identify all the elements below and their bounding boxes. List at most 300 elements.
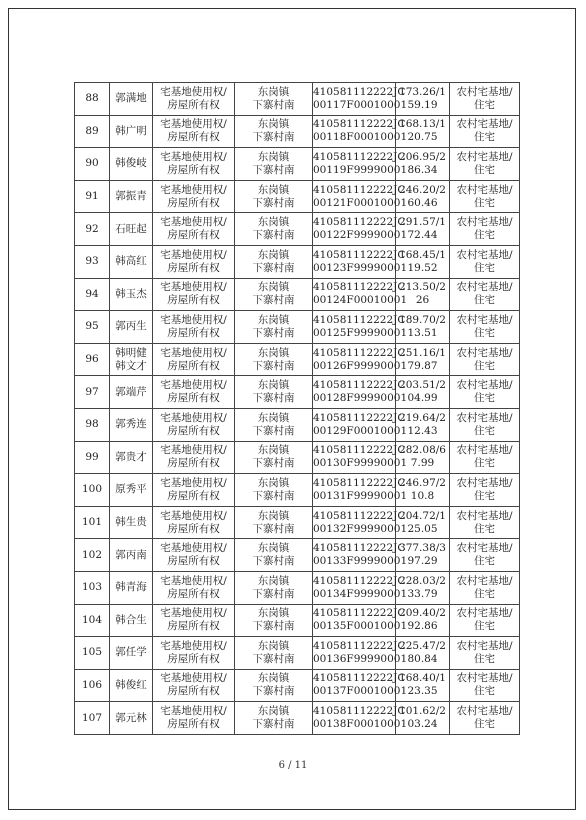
location-cell bbox=[235, 148, 313, 181]
owner-name-cell bbox=[110, 506, 153, 539]
area-line: 72.44 bbox=[407, 229, 438, 242]
page-number: 6 / 11 bbox=[278, 760, 308, 771]
table-row bbox=[75, 506, 520, 539]
parcel-code-cell bbox=[313, 245, 408, 278]
location-cell bbox=[235, 83, 313, 116]
parcel-code-line: 00132F99990001 bbox=[313, 522, 408, 535]
right-type-line: 房屋所有权 bbox=[167, 326, 220, 339]
location-line: 下寨村南 bbox=[252, 718, 295, 731]
parcel-code-cell bbox=[313, 604, 408, 637]
parcel-code-line: 00129F00010001 bbox=[313, 424, 408, 437]
area-line: 213.50/2 bbox=[399, 281, 446, 294]
location-cell bbox=[235, 474, 313, 507]
parcel-code-line: 00134F99990001 bbox=[313, 587, 408, 600]
area-line: 04.99 bbox=[407, 392, 438, 405]
parcel-code-cell bbox=[313, 278, 408, 311]
right-type-cell bbox=[153, 343, 235, 376]
right-type-line: 宅基地使用权/ bbox=[160, 248, 227, 261]
area-line: 189.70/2 bbox=[399, 313, 446, 326]
right-type-line: 房屋所有权 bbox=[167, 294, 220, 307]
owner-name-cell bbox=[110, 245, 153, 278]
parcel-code-line: 410581112222JC bbox=[313, 85, 406, 98]
owner-name-line: 郭秀连 bbox=[115, 418, 147, 431]
usage-cell bbox=[450, 506, 520, 539]
parcel-code-line: 00123F99990001 bbox=[313, 261, 408, 274]
parcel-code-cell bbox=[313, 180, 408, 213]
parcel-code-line: 00119F99990001 bbox=[313, 163, 408, 176]
owner-name-cell bbox=[110, 148, 153, 181]
parcel-code-line: 410581112222JC bbox=[313, 411, 406, 424]
owner-name-cell bbox=[110, 441, 153, 474]
location-cell bbox=[235, 637, 313, 670]
location-cell bbox=[235, 408, 313, 441]
owner-name-line: 韩玉杰 bbox=[115, 287, 147, 300]
right-type-cell bbox=[153, 702, 235, 735]
usage-line: 住宅 bbox=[474, 196, 495, 209]
table-row bbox=[75, 180, 520, 213]
usage-line: 农村宅基地/ bbox=[456, 118, 513, 131]
table-row bbox=[75, 604, 520, 637]
parcel-code-line: 410581112222JC bbox=[313, 672, 406, 685]
location-cell bbox=[235, 180, 313, 213]
usage-line: 住宅 bbox=[474, 98, 495, 111]
parcel-code-line: 00126F99990001 bbox=[313, 359, 408, 372]
parcel-code-line: 00133F99990001 bbox=[313, 555, 408, 568]
parcel-code-line: 00138F00010001 bbox=[313, 718, 408, 731]
usage-cell bbox=[450, 669, 520, 702]
owner-name-cell bbox=[110, 213, 153, 246]
usage-line: 住宅 bbox=[474, 359, 495, 372]
area-line: 60.46 bbox=[407, 196, 438, 209]
location-line: 东岗镇 bbox=[257, 411, 290, 424]
right-type-line: 宅基地使用权/ bbox=[160, 574, 227, 587]
usage-cell bbox=[450, 83, 520, 116]
usage-line: 住宅 bbox=[474, 555, 495, 568]
owner-name-cell bbox=[110, 637, 153, 670]
right-type-line: 宅基地使用权/ bbox=[160, 444, 227, 457]
owner-name-line: 韩青海 bbox=[115, 581, 147, 594]
right-type-line: 房屋所有权 bbox=[167, 163, 220, 176]
usage-line: 住宅 bbox=[474, 131, 495, 144]
parcel-code-cell bbox=[313, 474, 408, 507]
area-line: 173.26/1 bbox=[399, 85, 446, 98]
usage-cell bbox=[450, 343, 520, 376]
parcel-code-line: 410581112222JC bbox=[313, 183, 406, 196]
right-type-cell bbox=[153, 604, 235, 637]
right-type-line: 宅基地使用权/ bbox=[160, 476, 227, 489]
location-line: 下寨村南 bbox=[252, 652, 295, 665]
location-line: 下寨村南 bbox=[252, 392, 295, 405]
area-line: 20.75 bbox=[407, 131, 438, 144]
right-type-cell bbox=[153, 506, 235, 539]
usage-line: 住宅 bbox=[474, 652, 495, 665]
row-number-cell: 103 bbox=[75, 571, 110, 604]
area-line: 26 bbox=[415, 294, 430, 307]
usage-line: 住宅 bbox=[474, 163, 495, 176]
area-line: 19.52 bbox=[407, 261, 438, 274]
owner-name-cell bbox=[110, 343, 153, 376]
owner-name-cell bbox=[110, 539, 153, 572]
location-line: 下寨村南 bbox=[252, 522, 295, 535]
owner-name-line: 韩明健 bbox=[115, 346, 147, 359]
parcel-code-line: 00131F99990001 bbox=[313, 489, 408, 502]
location-line: 东岗镇 bbox=[257, 574, 290, 587]
right-type-line: 房屋所有权 bbox=[167, 652, 220, 665]
table-row bbox=[75, 115, 520, 148]
parcel-code-line: 00130F99990001 bbox=[313, 457, 408, 470]
right-type-cell bbox=[153, 637, 235, 670]
owner-name-line: 郭元林 bbox=[115, 711, 147, 724]
owner-name-cell bbox=[110, 702, 153, 735]
area-line: 33.79 bbox=[407, 587, 438, 600]
right-type-line: 房屋所有权 bbox=[167, 555, 220, 568]
location-line: 东岗镇 bbox=[257, 118, 290, 131]
usage-line: 农村宅基地/ bbox=[456, 411, 513, 424]
row-number-cell: 89 bbox=[75, 115, 110, 148]
location-line: 东岗镇 bbox=[257, 672, 290, 685]
owner-name-cell bbox=[110, 604, 153, 637]
area-line: 101.62/2 bbox=[399, 705, 446, 718]
parcel-code-line: 410581112222JC bbox=[313, 574, 406, 587]
row-number-cell: 90 bbox=[75, 148, 110, 181]
location-line: 东岗镇 bbox=[257, 542, 290, 555]
usage-line: 农村宅基地/ bbox=[456, 346, 513, 359]
row-number-cell: 107 bbox=[75, 702, 110, 735]
location-line: 下寨村南 bbox=[252, 294, 295, 307]
right-type-line: 宅基地使用权/ bbox=[160, 509, 227, 522]
parcel-code-line: 410581112222JC bbox=[313, 118, 406, 131]
right-type-line: 宅基地使用权/ bbox=[160, 346, 227, 359]
location-cell bbox=[235, 311, 313, 344]
parcel-code-line: 00125F99990001 bbox=[313, 326, 408, 339]
right-type-line: 宅基地使用权/ bbox=[160, 607, 227, 620]
row-number-cell: 102 bbox=[75, 539, 110, 572]
area-line: 246.97/2 bbox=[399, 476, 446, 489]
owner-name-cell bbox=[110, 311, 153, 344]
usage-cell bbox=[450, 311, 520, 344]
owner-name-cell bbox=[110, 115, 153, 148]
row-number-cell: 93 bbox=[75, 245, 110, 278]
row-number-cell: 92 bbox=[75, 213, 110, 246]
usage-line: 农村宅基地/ bbox=[456, 705, 513, 718]
table-row bbox=[75, 669, 520, 702]
table-row bbox=[75, 148, 520, 181]
area-line: 228.03/2 bbox=[399, 574, 446, 587]
row-number-cell: 94 bbox=[75, 278, 110, 311]
parcel-code-line: 410581112222JC bbox=[313, 444, 406, 457]
right-type-line: 宅基地使用权/ bbox=[160, 639, 227, 652]
right-type-line: 房屋所有权 bbox=[167, 522, 220, 535]
right-type-line: 宅基地使用权/ bbox=[160, 313, 227, 326]
owner-name-line: 郭丙生 bbox=[115, 320, 147, 333]
usage-line: 住宅 bbox=[474, 261, 495, 274]
location-cell bbox=[235, 604, 313, 637]
location-line: 东岗镇 bbox=[257, 183, 290, 196]
location-line: 下寨村南 bbox=[252, 555, 295, 568]
parcel-code-line: 410581112222JC bbox=[313, 639, 406, 652]
location-line: 下寨村南 bbox=[252, 685, 295, 698]
parcel-code-line: 00128F99990001 bbox=[313, 392, 408, 405]
area-line: 168.40/1 bbox=[399, 672, 446, 685]
row-number-cell: 105 bbox=[75, 637, 110, 670]
location-line: 下寨村南 bbox=[252, 196, 295, 209]
table-row bbox=[75, 637, 520, 670]
right-type-line: 宅基地使用权/ bbox=[160, 281, 227, 294]
parcel-code-line: 00137F00010001 bbox=[313, 685, 408, 698]
owner-name-line: 韩俊岐 bbox=[115, 157, 147, 170]
parcel-code-line: 00118F00010001 bbox=[313, 131, 408, 144]
area-line: 209.40/2 bbox=[399, 607, 446, 620]
owner-name-line: 韩广明 bbox=[115, 124, 147, 137]
usage-line: 农村宅基地/ bbox=[456, 542, 513, 555]
right-type-cell bbox=[153, 278, 235, 311]
parcel-code-cell bbox=[313, 506, 408, 539]
usage-line: 住宅 bbox=[474, 229, 495, 242]
area-line: 377.38/3 bbox=[399, 542, 446, 555]
usage-cell bbox=[450, 604, 520, 637]
usage-cell bbox=[450, 539, 520, 572]
row-number-cell: 97 bbox=[75, 376, 110, 409]
parcel-code-line: 410581112222JC bbox=[313, 607, 406, 620]
usage-line: 住宅 bbox=[474, 620, 495, 633]
right-type-line: 宅基地使用权/ bbox=[160, 672, 227, 685]
usage-line: 农村宅基地/ bbox=[456, 672, 513, 685]
right-type-line: 房屋所有权 bbox=[167, 457, 220, 470]
parcel-code-cell bbox=[313, 669, 408, 702]
area-line: 204.72/1 bbox=[399, 509, 446, 522]
area-line: 92.86 bbox=[407, 620, 438, 633]
parcel-code-cell bbox=[313, 343, 408, 376]
usage-line: 农村宅基地/ bbox=[456, 607, 513, 620]
area-line: 282.08/6 bbox=[399, 444, 446, 457]
location-cell bbox=[235, 539, 313, 572]
area-line: 168.13/1 bbox=[399, 118, 446, 131]
right-type-line: 房屋所有权 bbox=[167, 718, 220, 731]
parcel-code-line: 410581112222JC bbox=[313, 216, 406, 229]
table-row bbox=[75, 245, 520, 278]
usage-line: 农村宅基地/ bbox=[456, 509, 513, 522]
usage-cell bbox=[450, 213, 520, 246]
owner-name-line: 郭任学 bbox=[115, 646, 147, 659]
row-number-cell: 88 bbox=[75, 83, 110, 116]
right-type-cell bbox=[153, 408, 235, 441]
parcel-code-cell bbox=[313, 311, 408, 344]
location-line: 东岗镇 bbox=[257, 509, 290, 522]
location-line: 下寨村南 bbox=[252, 587, 295, 600]
location-line: 下寨村南 bbox=[252, 261, 295, 274]
parcel-code-line: 410581112222JC bbox=[313, 509, 406, 522]
parcel-code-cell bbox=[313, 213, 408, 246]
right-type-line: 房屋所有权 bbox=[167, 131, 220, 144]
usage-line: 住宅 bbox=[474, 685, 495, 698]
location-line: 东岗镇 bbox=[257, 476, 290, 489]
location-cell bbox=[235, 441, 313, 474]
table-row bbox=[75, 311, 520, 344]
owner-name-line: 原秀平 bbox=[115, 483, 147, 496]
parcel-code-cell bbox=[313, 83, 408, 116]
location-line: 下寨村南 bbox=[252, 131, 295, 144]
location-cell bbox=[235, 343, 313, 376]
owner-name-line: 郭丙南 bbox=[115, 548, 147, 561]
usage-cell bbox=[450, 474, 520, 507]
usage-line: 农村宅基地/ bbox=[456, 85, 513, 98]
row-number-cell: 95 bbox=[75, 311, 110, 344]
right-type-line: 房屋所有权 bbox=[167, 196, 220, 209]
table-row bbox=[75, 376, 520, 409]
right-type-line: 房屋所有权 bbox=[167, 424, 220, 437]
location-line: 东岗镇 bbox=[257, 379, 290, 392]
row-number-cell: 96 bbox=[75, 343, 110, 376]
right-type-line: 宅基地使用权/ bbox=[160, 379, 227, 392]
usage-cell bbox=[450, 637, 520, 670]
table-row bbox=[75, 571, 520, 604]
right-type-line: 房屋所有权 bbox=[167, 98, 220, 111]
parcel-code-line: 00117F00010001 bbox=[313, 98, 408, 111]
location-line: 下寨村南 bbox=[252, 163, 295, 176]
usage-line: 农村宅基地/ bbox=[456, 379, 513, 392]
parcel-code-line: 00122F99990001 bbox=[313, 229, 408, 242]
area-line: 246.20/2 bbox=[399, 183, 446, 196]
usage-line: 农村宅基地/ bbox=[456, 216, 513, 229]
owner-name-cell bbox=[110, 408, 153, 441]
right-type-line: 宅基地使用权/ bbox=[160, 705, 227, 718]
usage-cell bbox=[450, 702, 520, 735]
area-line: 80.84 bbox=[407, 652, 438, 665]
usage-cell bbox=[450, 115, 520, 148]
area-line: 79.87 bbox=[407, 359, 438, 372]
right-type-line: 宅基地使用权/ bbox=[160, 411, 227, 424]
parcel-code-line: 410581112222JC bbox=[313, 379, 406, 392]
table-row bbox=[75, 441, 520, 474]
location-line: 东岗镇 bbox=[257, 313, 290, 326]
location-line: 东岗镇 bbox=[257, 150, 290, 163]
right-type-cell bbox=[153, 311, 235, 344]
usage-line: 农村宅基地/ bbox=[456, 183, 513, 196]
location-cell bbox=[235, 669, 313, 702]
location-cell bbox=[235, 506, 313, 539]
right-type-cell bbox=[153, 115, 235, 148]
owner-name-line: 韩合生 bbox=[115, 613, 147, 626]
right-type-cell bbox=[153, 245, 235, 278]
usage-line: 住宅 bbox=[474, 326, 495, 339]
row-number-cell: 104 bbox=[75, 604, 110, 637]
location-line: 东岗镇 bbox=[257, 85, 290, 98]
right-type-line: 房屋所有权 bbox=[167, 261, 220, 274]
location-cell bbox=[235, 376, 313, 409]
right-type-cell bbox=[153, 441, 235, 474]
location-line: 东岗镇 bbox=[257, 281, 290, 294]
location-line: 东岗镇 bbox=[257, 705, 290, 718]
location-line: 下寨村南 bbox=[252, 326, 295, 339]
right-type-line: 宅基地使用权/ bbox=[160, 85, 227, 98]
parcel-code-cell bbox=[313, 408, 408, 441]
records-table-body bbox=[75, 83, 520, 735]
location-cell bbox=[235, 571, 313, 604]
owner-name-cell bbox=[110, 571, 153, 604]
parcel-code-line: 410581112222JC bbox=[313, 281, 406, 294]
owner-name-cell bbox=[110, 669, 153, 702]
location-line: 下寨村南 bbox=[252, 620, 295, 633]
right-type-line: 宅基地使用权/ bbox=[160, 183, 227, 196]
usage-line: 农村宅基地/ bbox=[456, 150, 513, 163]
usage-cell bbox=[450, 376, 520, 409]
usage-line: 住宅 bbox=[474, 457, 495, 470]
location-cell bbox=[235, 213, 313, 246]
owner-name-line: 韩文才 bbox=[115, 359, 147, 372]
owner-name-line: 郭振青 bbox=[115, 190, 147, 203]
usage-cell bbox=[450, 245, 520, 278]
area-line: 25.05 bbox=[407, 522, 438, 535]
right-type-line: 宅基地使用权/ bbox=[160, 216, 227, 229]
area-line: 206.95/2 bbox=[399, 150, 446, 163]
usage-cell bbox=[450, 408, 520, 441]
right-type-line: 房屋所有权 bbox=[167, 392, 220, 405]
location-line: 下寨村南 bbox=[252, 98, 295, 111]
parcel-code-cell bbox=[313, 702, 408, 735]
location-line: 东岗镇 bbox=[257, 248, 290, 261]
location-cell bbox=[235, 115, 313, 148]
parcel-code-line: 410581112222JC bbox=[313, 346, 406, 359]
usage-line: 农村宅基地/ bbox=[456, 313, 513, 326]
parcel-code-cell bbox=[313, 637, 408, 670]
parcel-code-line: 410581112222JC bbox=[313, 476, 406, 489]
right-type-cell bbox=[153, 669, 235, 702]
owner-name-cell bbox=[110, 180, 153, 213]
parcel-code-cell bbox=[313, 441, 408, 474]
parcel-code-cell bbox=[313, 376, 408, 409]
area-line: 219.64/2 bbox=[399, 411, 446, 424]
parcel-code-line: 410581112222JC bbox=[313, 248, 406, 261]
location-line: 下寨村南 bbox=[252, 457, 295, 470]
table-row bbox=[75, 213, 520, 246]
usage-line: 住宅 bbox=[474, 392, 495, 405]
right-type-line: 宅基地使用权/ bbox=[160, 118, 227, 131]
area-line: 203.51/2 bbox=[399, 379, 446, 392]
usage-line: 农村宅基地/ bbox=[456, 639, 513, 652]
owner-name-line: 石旺起 bbox=[115, 222, 147, 235]
right-type-cell bbox=[153, 571, 235, 604]
location-line: 下寨村南 bbox=[252, 489, 295, 502]
table-row bbox=[75, 702, 520, 735]
right-type-cell bbox=[153, 148, 235, 181]
table-row bbox=[75, 408, 520, 441]
parcel-code-line: 410581112222JC bbox=[313, 705, 406, 718]
area-line: 251.16/1 bbox=[399, 346, 446, 359]
owner-name-cell bbox=[110, 376, 153, 409]
records-table bbox=[74, 82, 520, 735]
area-line: 13.51 bbox=[407, 326, 438, 339]
area-line: 23.35 bbox=[407, 685, 438, 698]
table-row bbox=[75, 474, 520, 507]
table-row bbox=[75, 278, 520, 311]
location-cell bbox=[235, 278, 313, 311]
usage-line: 农村宅基地/ bbox=[456, 574, 513, 587]
row-number-cell: 98 bbox=[75, 408, 110, 441]
area-line: 225.47/2 bbox=[399, 639, 446, 652]
owner-name-line: 郭满地 bbox=[115, 92, 147, 105]
parcel-code-cell bbox=[313, 148, 408, 181]
area-line: 12.43 bbox=[407, 424, 438, 437]
right-type-cell bbox=[153, 539, 235, 572]
right-type-line: 房屋所有权 bbox=[167, 620, 220, 633]
right-type-line: 房屋所有权 bbox=[167, 229, 220, 242]
row-number-cell: 100 bbox=[75, 474, 110, 507]
location-line: 东岗镇 bbox=[257, 639, 290, 652]
right-type-cell bbox=[153, 180, 235, 213]
usage-line: 住宅 bbox=[474, 522, 495, 535]
parcel-code-cell bbox=[313, 539, 408, 572]
usage-cell bbox=[450, 278, 520, 311]
